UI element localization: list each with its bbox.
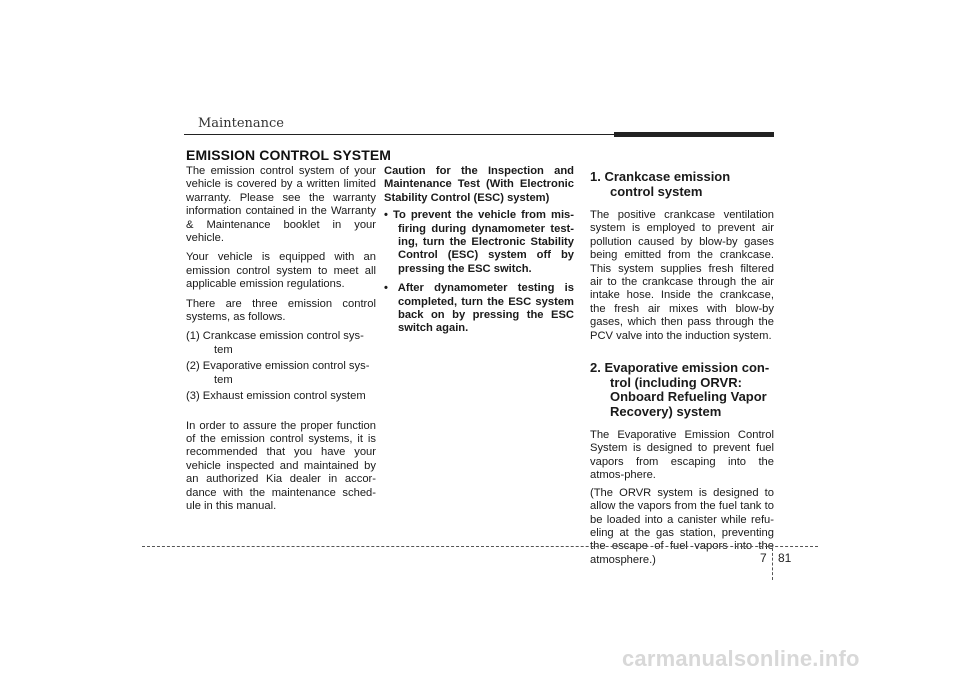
maintenance-paragraph: In order to assure the proper function of the emission control systems, it is recommended that you have your vehicle inspected and maintained by an authorized Kia dealer in accor-dance with the maintenance sched-ule in this manual. (186, 419, 376, 512)
systems-list (186, 330, 376, 403)
bullet-icon: • (384, 209, 388, 222)
list-item: (2) Evaporative emission control sys-tem (186, 360, 370, 386)
page-number: 81 (778, 551, 792, 565)
systems-intro-paragraph: There are three emission control systems, as follows. (186, 297, 376, 324)
bullet-icon: • (384, 282, 388, 295)
header-rule-thick (614, 132, 774, 137)
evaporative-heading: 2. Evaporative emission con-trol (including ORVR: Onboard Refueling Vapor Recovery) system (590, 360, 770, 419)
footer-dashed-rule (142, 546, 818, 547)
crankcase-heading: 1. Crankcase emission control system (590, 169, 731, 199)
watermark: carmanualsonline.info (622, 646, 860, 671)
crankcase-paragraph: The positive crankcase ventilation system is employed to prevent air pollution caused by blow-by gases being emitted from the crankcase. This system supplies fresh filtered air to the crankcase through the air intake hose. Inside the crankcase, the fresh air mixes with blow-by gases, which then pass through the PCV valve into the induction system. (590, 209, 774, 342)
bullet-text: To prevent the vehicle from mis-firing during dynamometer test-ing, turn the Electronic Stability Control (ESC) system off by pressing the ESC switch. (392, 209, 575, 275)
intro-paragraph: The emission control system of your vehicle is covered by a written limited warranty. Please see the warranty information contained in the Warranty & Maintenance booklet in your vehicle. (186, 165, 376, 245)
list-item: (1) Crankcase emission control sys-tem (186, 330, 364, 356)
orvr-paragraph: (The ORVR system is designed to allow the vapors from the fuel tank to be loaded into a canister while refu-eling at the gas station, preventing the escape of fuel vapors into the atmosphere.) (590, 486, 774, 566)
section-header: Maintenance (198, 116, 284, 131)
caution-bullet (384, 282, 574, 336)
chapter-number: 7 (760, 551, 767, 565)
page-title: EMISSION CONTROL SYSTEM (186, 147, 392, 163)
crankcase-body (590, 209, 774, 343)
caution-title: Caution for the Inspection and Maintenance Test (With Electronic Stability Control (ESC) system) (384, 165, 574, 204)
header-rule-thin (184, 134, 614, 135)
equipment-paragraph: Your vehicle is equipped with an emission control system to meet all applicable emission regulations. (186, 251, 376, 291)
bullet-text: After dynamometer testing is completed, turn the ESC system back on by pressing the ESC switch again. (397, 282, 574, 335)
column-right (590, 165, 774, 571)
caution-bullet (384, 209, 574, 276)
list-item: (3) Exhaust emission control system (186, 390, 366, 403)
column-left (186, 165, 376, 519)
evaporative-paragraph: The Evaporative Emission Control System is designed to prevent fuel vapors from escaping into the atmos-phere. (590, 429, 774, 482)
column-middle (384, 165, 574, 342)
page-number-divider (772, 548, 773, 580)
